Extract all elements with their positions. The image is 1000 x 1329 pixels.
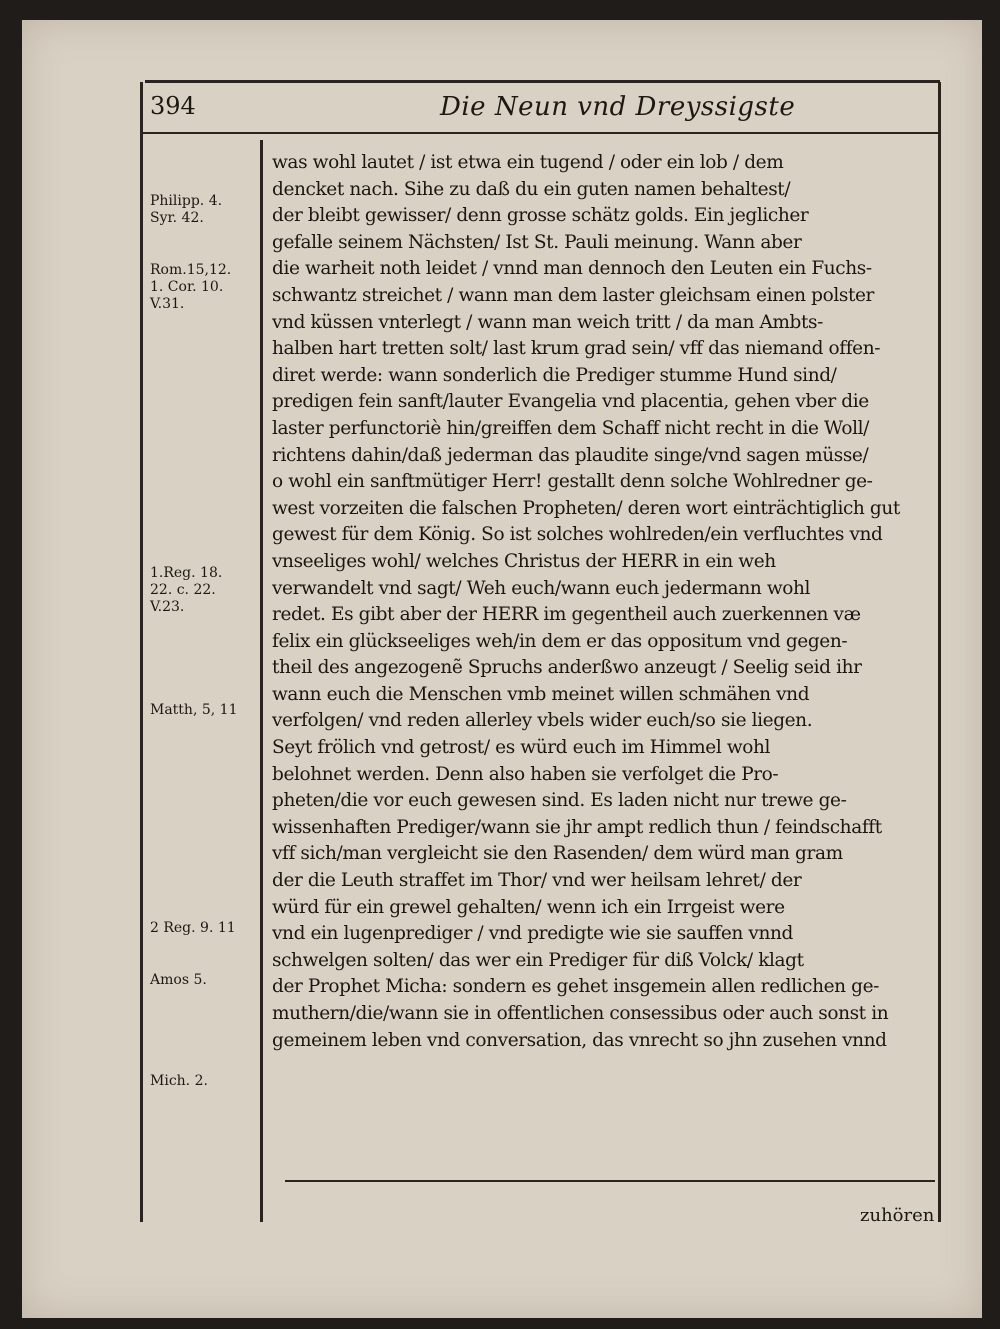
margin-note: Philipp. 4. Syr. 42. <box>150 193 223 226</box>
text-line: theil des angezogenẽ Spruchs anderßwo anzeugt / Seelig seid ihr <box>272 657 862 679</box>
body-text <box>272 150 937 1054</box>
margin-note: 2 Reg. 9. 11 <box>150 920 236 936</box>
margin-divider-rule <box>260 140 263 1222</box>
text-line: laster perfunctoriè hin/greiffen dem Schaff nicht recht in die Woll/ <box>272 417 869 439</box>
text-line: wissenhaften Prediger/wann sie jhr ampt redlich thun / feindschafft <box>272 816 882 838</box>
text-line: felix ein glückseeliges weh/in dem er das oppositum vnd gegen- <box>272 630 848 652</box>
text-line: vnd küssen vnterlegt / wann man weich tritt / da man Ambts- <box>272 311 823 333</box>
margin-note: Amos 5. <box>150 972 207 988</box>
text-line: redet. Es gibt aber der HERR im gegentheil auch zuerkennen væ <box>272 604 861 626</box>
running-head: Die Neun vnd Dreyssigste <box>440 92 796 122</box>
margin-note: Matth, 5, 11 <box>150 702 238 718</box>
footer-rule <box>285 1180 935 1182</box>
text-line: der Prophet Micha: sondern es gehet insgemein allen redlichen ge- <box>272 976 879 998</box>
text-line: gefalle seinem Nächsten/ Ist St. Pauli meinung. Wann aber <box>272 231 802 253</box>
text-line: der die Leuth straffet im Thor/ vnd wer heilsam lehret/ der <box>272 870 802 892</box>
text-line: vnseeliges wohl/ welches Christus der HERR in ein weh <box>272 550 776 572</box>
text-line: vff sich/man vergleicht sie den Rasenden/ dem würd man gram <box>272 843 843 865</box>
header-rule <box>145 80 940 83</box>
text-line: muthern/die/wann sie in offentlichen consessibus oder auch sonst in <box>272 1003 889 1024</box>
text-line: dencket nach. Sihe zu daß du ein guten namen behaltest/ <box>272 178 791 200</box>
text-line: der bleibt gewisser/ denn grosse schätz golds. Ein jeglicher <box>272 205 809 227</box>
text-line: schwelgen solten/ das wer ein Prediger für diß Volck/ klagt <box>272 949 804 971</box>
right-border-rule <box>938 82 941 1222</box>
margin-note: 1.Reg. 18. 22. c. 22. V.23. <box>150 565 223 615</box>
text-line: gewest für dem König. So ist solches wohlreden/ein verfluchtes vnd <box>272 524 883 546</box>
text-line: richtens dahin/daß jederman das plaudite singe/vnd sagen müsse/ <box>272 444 869 466</box>
catchword: zuhören <box>860 1205 935 1226</box>
text-line: west vorzeiten die falschen Propheten/ deren wort einträchtiglich gut <box>272 497 900 519</box>
text-line: o wohl ein sanftmütiger Herr! gestallt denn solche Wohlredner ge- <box>272 471 873 493</box>
margin-note: Mich. 2. <box>150 1073 208 1089</box>
text-line: pheten/die vor euch gewesen sind. Es laden nicht nur trewe ge- <box>272 790 847 812</box>
margin-note: Rom.15,12. 1. Cor. 10. V.31. <box>150 262 232 312</box>
text-line: schwantz streichet / wann man dem laster gleichsam einen polster <box>272 284 874 306</box>
text-line: was wohl lautet / ist etwa ein tugend / oder ein lob / dem <box>272 152 784 173</box>
text-line: gemeinem leben vnd conversation, das vnrecht so jhn zusehen vnnd <box>272 1029 887 1051</box>
text-line: belohnet werden. Denn also haben sie verfolget die Pro- <box>272 763 779 785</box>
header-underline <box>143 132 938 134</box>
text-line: verwandelt vnd sagt/ Weh euch/wann euch jedermann wohl <box>272 577 811 599</box>
text-line: wann euch die Menschen vmb meinet willen schmähen vnd <box>272 683 810 705</box>
text-line: würd für ein grewel gehalten/ wenn ich ein Irrgeist were <box>272 896 785 918</box>
page-number: 394 <box>150 92 196 120</box>
text-line: predigen fein sanft/lauter Evangelia vnd placentia, gehen vber die <box>272 391 869 413</box>
text-line: die warheit noth leidet / vnnd man dennoch den Leuten ein Fuchs- <box>272 258 872 280</box>
left-border-rule <box>140 82 143 1222</box>
text-line: verfolgen/ vnd reden allerley vbels wider euch/so sie liegen. <box>272 710 813 732</box>
text-line: Seyt frölich vnd getrost/ es würd euch im Himmel wohl <box>272 737 771 759</box>
text-line: diret werde: wann sonderlich die Prediger stumme Hund sind/ <box>272 364 837 386</box>
text-line: vnd ein lugenprediger / vnd predigte wie sie sauffen vnnd <box>272 923 793 945</box>
text-line: halben hart tretten solt/ last krum grad sein/ vff das niemand offen- <box>272 338 881 360</box>
